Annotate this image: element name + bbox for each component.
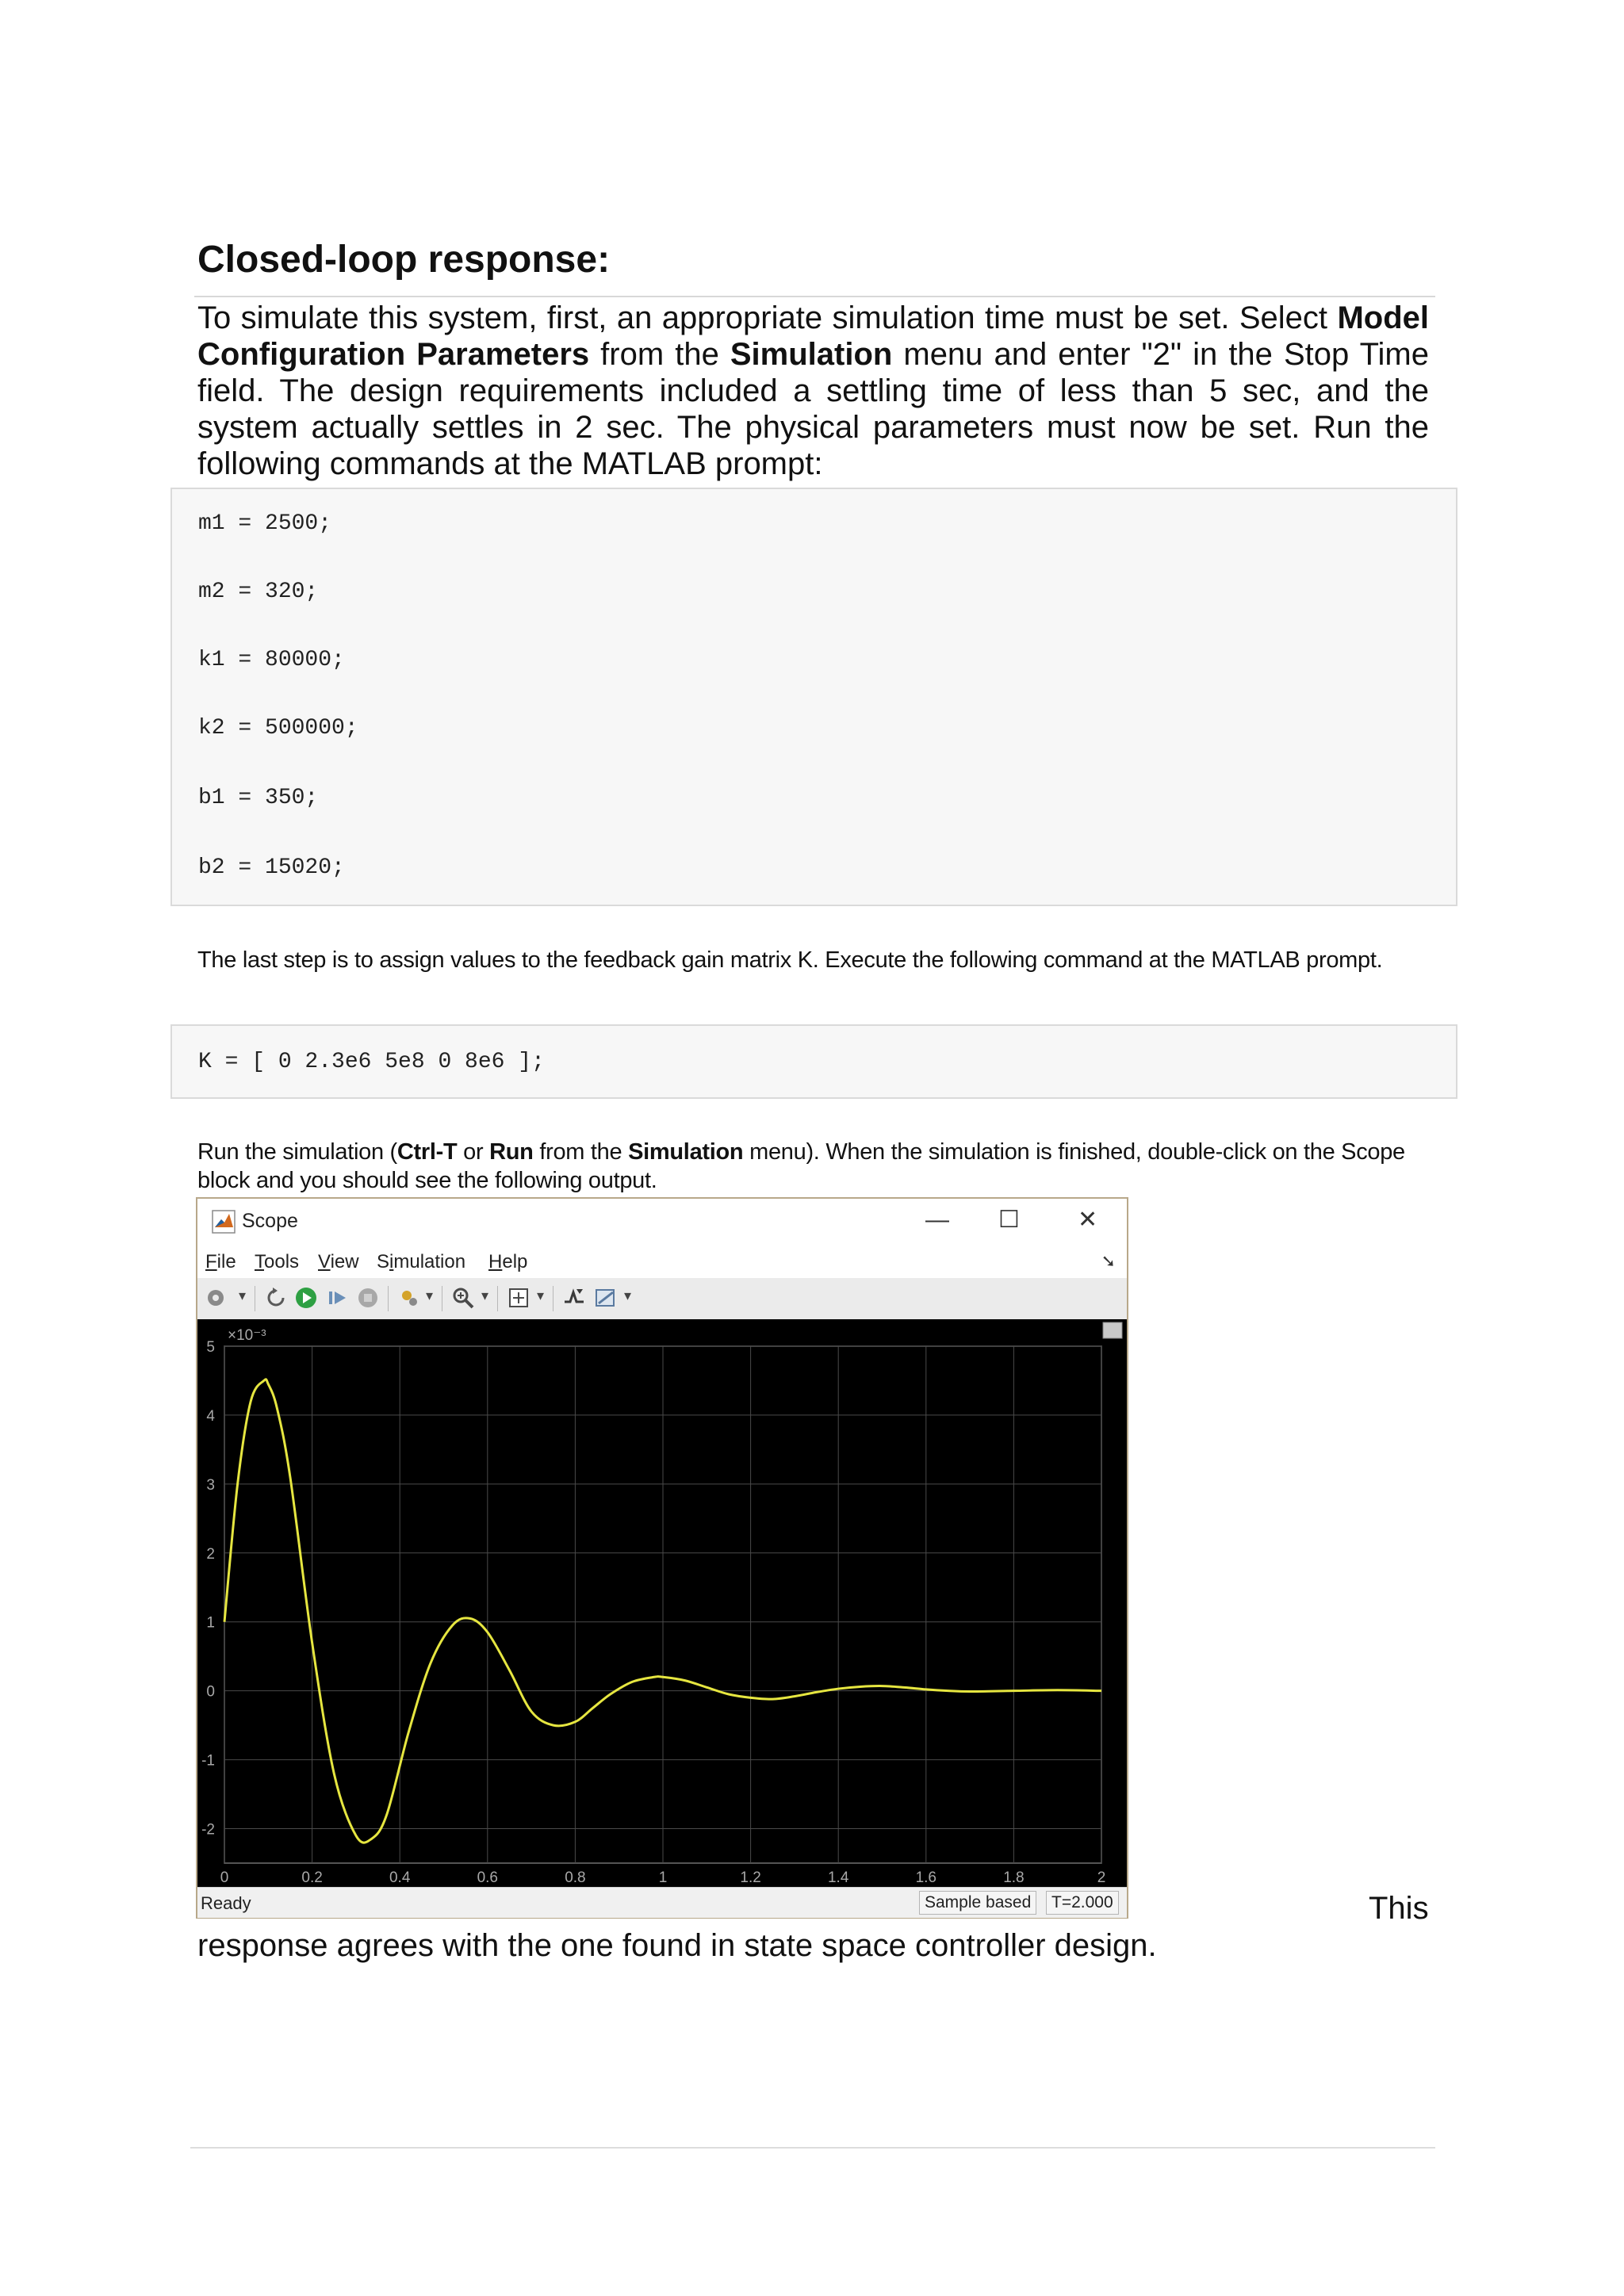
x-tick-label: 0.2 [301,1869,323,1886]
code-line: K = [ 0 2.3e6 5e8 0 8e6 ]; [198,1050,545,1074]
run-bold-simulation: Simulation [628,1139,744,1165]
zoom-dropdown-icon[interactable]: ▾ [481,1288,489,1303]
maximize-button[interactable]: ☐ [998,1207,1020,1233]
section-heading: Closed-loop response: [197,239,611,281]
x-tick-label: 1.8 [1003,1869,1025,1886]
run-paragraph [197,1138,1431,1195]
toolbar-separator [388,1286,389,1311]
scope-titlebar[interactable] [197,1199,1127,1245]
y-tick-label: 5 [206,1339,215,1356]
intro-text-1: To simulate this system, first, an appropriate simulation time must be set. Select [197,300,1338,335]
menu-simulation-mnemonic: i [389,1251,394,1272]
menu-view[interactable] [318,1251,359,1273]
run-text-1: Run the simulation ( [197,1139,397,1165]
x-tick-label: 1.4 [827,1869,849,1886]
menu-tools-mnemonic: T [255,1251,264,1272]
triggers-icon[interactable] [562,1286,586,1310]
scope-title: Scope [242,1210,298,1232]
footer-divider [190,2147,1435,2149]
toolbar-separator [497,1286,498,1311]
menu-view-mnemonic: V [318,1251,331,1272]
x-tick-label: 0.6 [477,1869,499,1886]
menu-simulation[interactable] [377,1251,465,1273]
highlight-icon[interactable] [397,1286,421,1310]
parameters-code-block [170,488,1457,906]
scope-display [197,1319,1127,1887]
x-tick-label: 1 [658,1869,668,1886]
menu-help[interactable] [488,1251,527,1273]
x-tick-label: 0.4 [389,1869,411,1886]
status-sim-time: T=2.000 [1046,1891,1119,1915]
code-line: k1 = 80000; [198,648,345,672]
gain-paragraph: The last step is to assign values to the feedback gain matrix K. Execute the following command at the MATLAB prompt. [197,947,1383,973]
menu-help-mnemonic: H [488,1251,503,1272]
menu-overflow-icon[interactable]: ➘ [1101,1251,1116,1271]
y-exponent-label: ×10⁻³ [228,1327,266,1344]
menu-view-label: iew [330,1251,359,1272]
menu-help-label: elp [502,1251,528,1272]
code-line: m1 = 2500; [198,511,332,536]
y-tick-label: 0 [206,1683,215,1701]
run-text-2: or [457,1139,490,1165]
close-button[interactable]: ✕ [1078,1207,1098,1233]
menu-simulation-prefix: S [377,1251,390,1272]
code-line: k2 = 500000; [198,716,358,740]
minimize-button[interactable]: — [925,1207,949,1233]
measure-dropdown-icon[interactable]: ▾ [624,1288,632,1303]
y-tick-label: 1 [206,1614,215,1632]
highlight-dropdown-icon[interactable]: ▾ [426,1288,434,1303]
gain-code-block [170,1024,1457,1099]
closing-paragraph: response agrees with the one found in state space controller design. [197,1928,1157,1963]
status-sample-mode: Sample based [919,1891,1036,1915]
measure-icon[interactable] [594,1286,618,1310]
y-tick-label: 2 [206,1545,215,1563]
menu-file[interactable] [205,1251,236,1273]
run-text-4: menu). When the simulation is finished, double-click on the Scope block and you should see the following output. [197,1139,1405,1193]
scope-plot[interactable] [197,1319,1127,1887]
y-tick-label: -1 [201,1752,215,1770]
x-tick-label: 1.2 [740,1869,761,1886]
code-line: b1 = 350; [198,786,319,810]
run-icon[interactable] [294,1286,318,1310]
fit-axes-icon[interactable] [507,1286,530,1310]
settings-dropdown-icon[interactable]: ▾ [239,1288,247,1303]
menu-simulation-label: mulation [393,1251,466,1272]
x-tick-label: 0 [220,1869,229,1886]
scope-window [196,1197,1128,1919]
scope-statusbar [197,1887,1127,1918]
intro-text-2: from the [589,337,730,372]
menu-tools[interactable] [255,1251,299,1273]
settings-icon[interactable] [204,1286,228,1310]
x-tick-label: 1.6 [915,1869,937,1886]
y-tick-label: 4 [206,1407,215,1425]
x-tick-label: 0.8 [565,1869,586,1886]
closing-text-this: This [1369,1891,1429,1926]
step-forward-icon[interactable] [326,1286,350,1310]
matlab-icon [212,1210,236,1234]
heading-divider [194,296,1435,297]
zoom-icon[interactable] [451,1286,475,1310]
x-tick-label: 2 [1097,1869,1106,1886]
restore-icon[interactable] [264,1286,288,1310]
fit-axes-dropdown-icon[interactable]: ▾ [537,1288,545,1303]
scope-menubar [197,1245,1127,1278]
intro-bold-simulation: Simulation [730,337,893,372]
intro-paragraph [197,300,1429,482]
y-tick-label: -2 [201,1821,215,1839]
menu-file-mnemonic: F [205,1251,217,1272]
run-bold-run: Run [489,1139,534,1165]
run-bold-ctrl-t: Ctrl-T [396,1139,458,1165]
status-ready: Ready [201,1893,251,1913]
y-tick-label: 3 [206,1476,215,1494]
intro-bold-model-config: Model Configuration Parameters [197,300,1429,372]
code-line: m2 = 320; [198,580,319,604]
menu-file-label: ile [216,1251,236,1272]
expand-axes-icon [1103,1322,1122,1338]
menu-tools-label: ools [264,1251,300,1272]
stop-icon[interactable] [356,1286,380,1310]
scope-toolbar [197,1278,1127,1320]
code-line: b2 = 15020; [198,855,345,880]
intro-text-3: menu and enter "2" in the Stop Time field. The design requirements included a settling time of less than 5 sec, and the system actually settles in 2 sec. The physical parameters must now be set. Run the following commands at the MATLAB prompt: [197,337,1429,481]
run-text-3: from the [533,1139,629,1165]
